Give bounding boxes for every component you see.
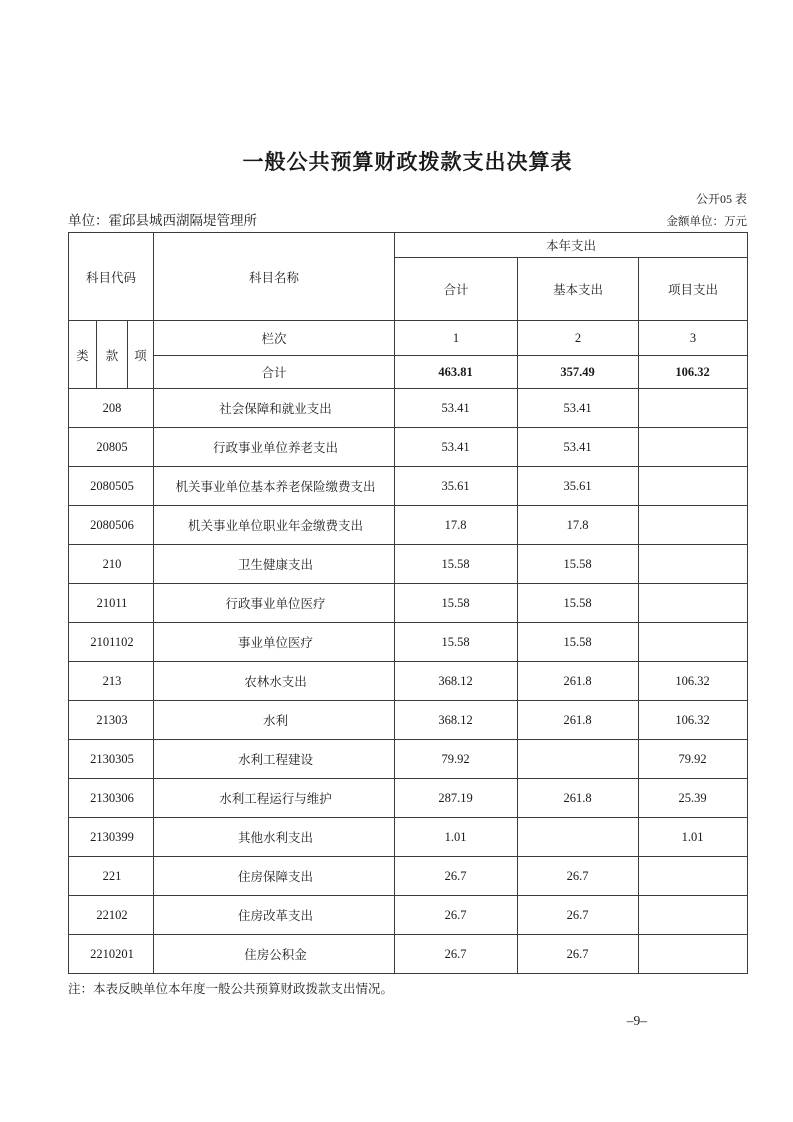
header-col-3: 3 [639, 321, 748, 356]
table-body [69, 389, 748, 974]
project-cell [639, 623, 748, 662]
header-section: 款 [97, 321, 128, 389]
subject-name-cell: 农林水支出 [154, 662, 395, 701]
page-title: 一般公共预算财政拨款支出决算表 [242, 151, 573, 174]
table-row [69, 740, 748, 779]
total-cell: 79.92 [395, 740, 518, 779]
subject-name-cell: 机关事业单位职业年金缴费支出 [154, 506, 395, 545]
total-cell: 53.41 [395, 428, 518, 467]
subject-code-cell: 2130306 [69, 779, 154, 818]
footnote: 注：本表反映单位本年度一般公共预算财政拨款支出情况。 [68, 982, 394, 996]
subject-name-cell: 住房公积金 [154, 935, 395, 974]
grand-total-project: 106.32 [639, 356, 748, 389]
basic-cell: 17.8 [518, 506, 639, 545]
meta-row [68, 209, 747, 229]
subject-code-cell: 21303 [69, 701, 154, 740]
total-cell: 368.12 [395, 662, 518, 701]
total-cell: 35.61 [395, 467, 518, 506]
header-col-2: 2 [518, 321, 639, 356]
basic-cell: 261.8 [518, 662, 639, 701]
project-cell: 1.01 [639, 818, 748, 857]
total-cell: 53.41 [395, 389, 518, 428]
subject-name-cell: 行政事业单位医疗 [154, 584, 395, 623]
table-row [69, 584, 748, 623]
total-cell: 368.12 [395, 701, 518, 740]
project-cell [639, 857, 748, 896]
form-code-label: 公开05 表 [695, 192, 747, 206]
basic-cell: 26.7 [518, 935, 639, 974]
header-subject-code: 科目代码 [69, 233, 154, 321]
total-cell: 1.01 [395, 818, 518, 857]
subject-code-cell: 221 [69, 857, 154, 896]
basic-cell: 15.58 [518, 623, 639, 662]
subject-code-cell: 2080506 [69, 506, 154, 545]
amount-unit-label: 金额单位：万元 [666, 216, 747, 228]
unit-name-label: 单位：霍邱县城西湖隔堤管理所 [68, 213, 257, 228]
basic-cell: 35.61 [518, 467, 639, 506]
subject-code-cell: 22102 [69, 896, 154, 935]
subject-name-cell: 住房改革支出 [154, 896, 395, 935]
project-cell [639, 584, 748, 623]
table-row [69, 857, 748, 896]
header-class: 类 [69, 321, 97, 389]
subject-name-cell: 社会保障和就业支出 [154, 389, 395, 428]
subject-code-cell: 208 [69, 389, 154, 428]
project-cell [639, 506, 748, 545]
table-row [69, 662, 748, 701]
subject-name-cell: 卫生健康支出 [154, 545, 395, 584]
subject-name-cell: 水利工程建设 [154, 740, 395, 779]
header-col-1: 1 [395, 321, 518, 356]
table-row [69, 935, 748, 974]
basic-cell: 26.7 [518, 857, 639, 896]
table-row [69, 428, 748, 467]
table-head-section [69, 233, 748, 389]
table-row [69, 818, 748, 857]
header-lanci-label: 栏次 [154, 321, 395, 356]
project-cell [639, 896, 748, 935]
subject-code-cell: 2101102 [69, 623, 154, 662]
subject-name-cell: 机关事业单位基本养老保险缴费支出 [154, 467, 395, 506]
grand-total-basic: 357.49 [518, 356, 639, 389]
project-cell [639, 428, 748, 467]
subject-name-cell: 水利工程运行与维护 [154, 779, 395, 818]
grand-total-row [69, 356, 748, 389]
basic-cell: 15.58 [518, 545, 639, 584]
table-row [69, 467, 748, 506]
basic-cell: 261.8 [518, 779, 639, 818]
basic-cell: 53.41 [518, 428, 639, 467]
subject-code-cell: 2080505 [69, 467, 154, 506]
header-year-group: 本年支出 [395, 233, 748, 258]
project-cell: 25.39 [639, 779, 748, 818]
project-cell: 106.32 [639, 662, 748, 701]
table-row [69, 545, 748, 584]
total-cell: 15.58 [395, 623, 518, 662]
total-cell: 26.7 [395, 857, 518, 896]
project-cell: 79.92 [639, 740, 748, 779]
table-row [69, 896, 748, 935]
subject-code-cell: 2130399 [69, 818, 154, 857]
subject-name-cell: 事业单位医疗 [154, 623, 395, 662]
header-row-lanci [69, 321, 748, 356]
subject-code-cell: 2130305 [69, 740, 154, 779]
grand-total-label: 合计 [154, 356, 395, 389]
table-row [69, 389, 748, 428]
subject-code-cell: 2210201 [69, 935, 154, 974]
project-cell [639, 467, 748, 506]
basic-cell: 261.8 [518, 701, 639, 740]
header-project: 项目支出 [639, 258, 748, 321]
subject-name-cell: 水利 [154, 701, 395, 740]
basic-cell [518, 740, 639, 779]
subject-name-cell: 住房保障支出 [154, 857, 395, 896]
total-cell: 26.7 [395, 935, 518, 974]
page-number: –9– [626, 1013, 647, 1028]
header-total: 合计 [395, 258, 518, 321]
total-cell: 287.19 [395, 779, 518, 818]
subject-code-cell: 20805 [69, 428, 154, 467]
table-row [69, 623, 748, 662]
subject-code-cell: 210 [69, 545, 154, 584]
header-subject-name: 科目名称 [154, 233, 395, 321]
total-cell: 15.58 [395, 545, 518, 584]
grand-total-total: 463.81 [395, 356, 518, 389]
basic-cell [518, 818, 639, 857]
project-cell [639, 935, 748, 974]
total-cell: 15.58 [395, 584, 518, 623]
table-row [69, 779, 748, 818]
basic-cell: 15.58 [518, 584, 639, 623]
total-cell: 26.7 [395, 896, 518, 935]
header-basic: 基本支出 [518, 258, 639, 321]
basic-cell: 26.7 [518, 896, 639, 935]
subject-code-cell: 21011 [69, 584, 154, 623]
project-cell: 106.32 [639, 701, 748, 740]
project-cell [639, 545, 748, 584]
subject-name-cell: 其他水利支出 [154, 818, 395, 857]
table-row [69, 701, 748, 740]
total-cell: 17.8 [395, 506, 518, 545]
header-row-group [69, 233, 748, 258]
header-item: 项 [128, 321, 154, 389]
basic-cell: 53.41 [518, 389, 639, 428]
budget-table [68, 232, 748, 974]
subject-code-cell: 213 [69, 662, 154, 701]
table-row [69, 506, 748, 545]
project-cell [639, 389, 748, 428]
subject-name-cell: 行政事业单位养老支出 [154, 428, 395, 467]
